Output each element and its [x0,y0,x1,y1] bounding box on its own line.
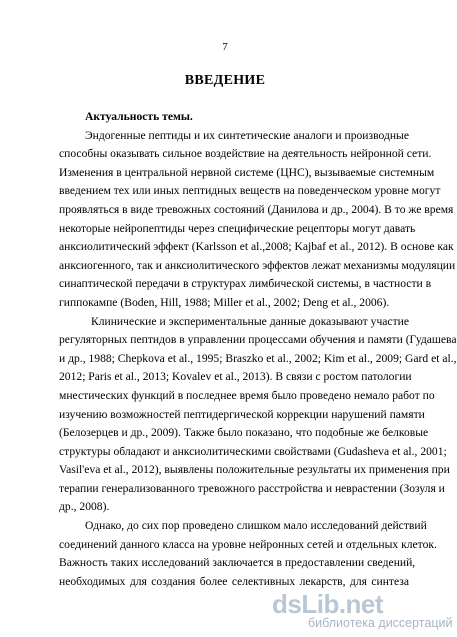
watermark [272,589,453,634]
body-text [59,108,457,591]
text-line: введением тех или иных пептидных веществ на поведенческом уровне могут [59,184,441,198]
text-line: анксиолитический эффект (Karlsson et al.,2008; Kajbaf et al., 2012). В основе как [59,240,454,254]
text-line: соединений данного класса на уровне нейронных сетей и отдельных клеток. [59,537,437,551]
text-line: (Белозерцев и др., 2009). Также было показано, что подобные же белковые [59,426,429,440]
page-number: 7 [222,41,228,53]
text-line: Изменения в центральной нервной системе (ЦНС), вызываемые системным [59,165,435,179]
text-line: Vasil'eva et al., 2012), выявлены положительные результаты их применения при [59,463,450,477]
text-line: Эндогенные пептиды и их синтетические аналоги и производные [85,128,409,142]
text-line: регуляторных пептидов в управлении процессами обучения и памяти (Гудашева [59,333,457,347]
text-line: Важность таких исследований заключается в предоставлении сведений, [59,556,416,570]
page-heading: ВВЕДЕНИЕ [184,73,266,88]
paragraph [59,517,437,591]
paragraphs [59,127,457,592]
text-line: др., 2008). [59,500,110,514]
text-line: и др., 1988; Chepkova et al., 1995; Braszko et al., 2002; Kim et al., 2009; Gard et al., [59,351,457,365]
text-line: гиппокампе (Boden, Hill, 1988; Miller et al., 2002; Deng et al., 2006). [59,295,390,309]
text-line: 2012; Paris et al., 2013; Kovalev et al., 2013). В связи с ростом патологии [59,370,412,384]
watermark-subtitle: библиотека диссертаций [308,616,453,630]
text-line: синаптической передачи в структурах лимбической системы, в частности в [59,277,432,291]
text-line: терапии генерализованного тревожного расстройства и неврастении (Зозуля и [59,481,445,495]
paragraph [59,127,456,313]
text-line: некоторые нейропептиды через специфические рецепторы могут давать [59,221,416,235]
text-line: изучению возможностей пептидергической коррекции нарушений памяти [59,407,425,421]
paragraph [59,313,457,518]
text-line: Однако, до сих пор проведено слишком мало исследований действий [85,519,427,533]
watermark-logo: dsLib.net [272,589,384,619]
text-line: мнестических функций в последнее время было проведено немало работ по [59,388,435,402]
text-line: необходимых для создания более селективных лекарств, для синтеза [59,574,409,588]
text-line: анксиогенного, так и анксиолитического эффектов лежат механизмы модуляции [59,258,456,272]
text-line: проявляться в виде тревожных состояний (Данилова и др., 2004). В то же время [59,202,454,216]
section-title: Актуальность темы. [85,110,193,123]
text-line: способны оказывать сильное воздействие на деятельность нейронной сети. [59,147,432,161]
text-line: Клинические и экспериментальные данные доказывают участие [91,314,409,328]
text-line: структуры обладают и анксиолитическими свойствами (Gudasheva et al., 2001; [59,444,447,458]
